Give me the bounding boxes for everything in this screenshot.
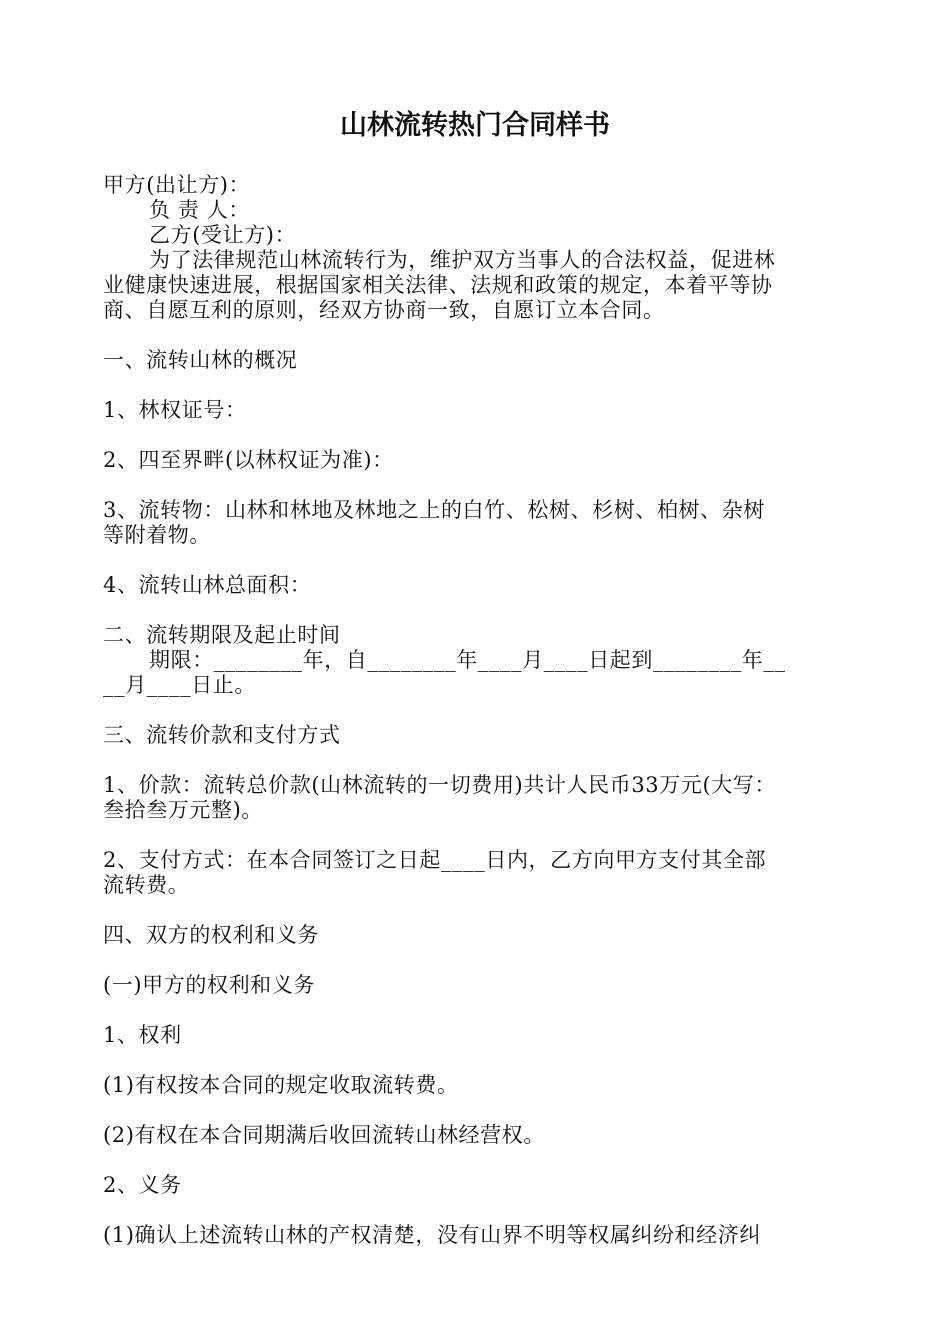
party-a-line: 甲方(出让方)： [103,173,251,197]
clause-3-2-line-1: 2、支付方式：在本合同签订之日起____日内，乙方向甲方支付其全部 [103,848,767,872]
clause-1-1: 1、林权证号： [103,398,247,422]
preamble-line-3: 商、自愿互利的原则，经双方协商一致，自愿订立本合同。 [103,298,665,322]
preamble-line-2: 业健康快速进展，根据国家相关法律、法规和政策的规定，本着平等协 [103,273,773,297]
right-item-1: (1)有权按本合同的规定收取流转费。 [103,1073,459,1097]
section-heading-3: 三、流转价款和支付方式 [103,723,341,747]
right-item-2: (2)有权在本合同期满后收回流转山林经营权。 [103,1123,545,1147]
responsible-person-line: 负 责 人： [149,198,250,222]
obligations-heading: 2、义务 [103,1173,182,1197]
preamble-line-1: 为了法律规范山林流转行为，维护双方当事人的合法权益，促进林 [149,248,776,272]
section-heading-4: 四、双方的权利和义务 [103,923,319,947]
clause-3-1-line-1: 1、价款：流转总价款(山林流转的一切费用)共计人民币33万元(大写： [103,773,777,797]
clause-1-3-line-2: 等附着物。 [103,523,211,547]
clause-1-4: 4、流转山林总面积： [103,573,312,597]
clause-1-2: 2、四至界畔(以林权证为准)： [103,448,394,472]
obligation-item-1: (1)确认上述流转山林的产权清楚，没有山界不明等权属纠纷和经济纠 [103,1223,761,1247]
clause-3-2-line-2: 流转费。 [103,873,190,897]
document-title: 山林流转热门合同样书 [340,110,610,141]
rights-heading: 1、权利 [103,1023,182,1047]
subsection-party-a: (一)甲方的权利和义务 [103,973,315,997]
section-heading-2: 二、流转期限及起止时间 [103,623,341,647]
clause-3-1-line-2: 叁拾叁万元整)。 [103,798,263,822]
term-line-2: __月____日止。 [103,673,256,697]
party-b-line: 乙方(受让方)： [149,223,297,247]
section-heading-1: 一、流转山林的概况 [103,348,298,372]
term-line-1: 期限：________年，自________年____月____日起到________年__ [149,648,786,672]
document-body [103,173,853,1248]
clause-1-3-line-1: 3、流转物：山林和林地及林地之上的白竹、松树、杉树、柏树、杂树 [103,498,765,522]
